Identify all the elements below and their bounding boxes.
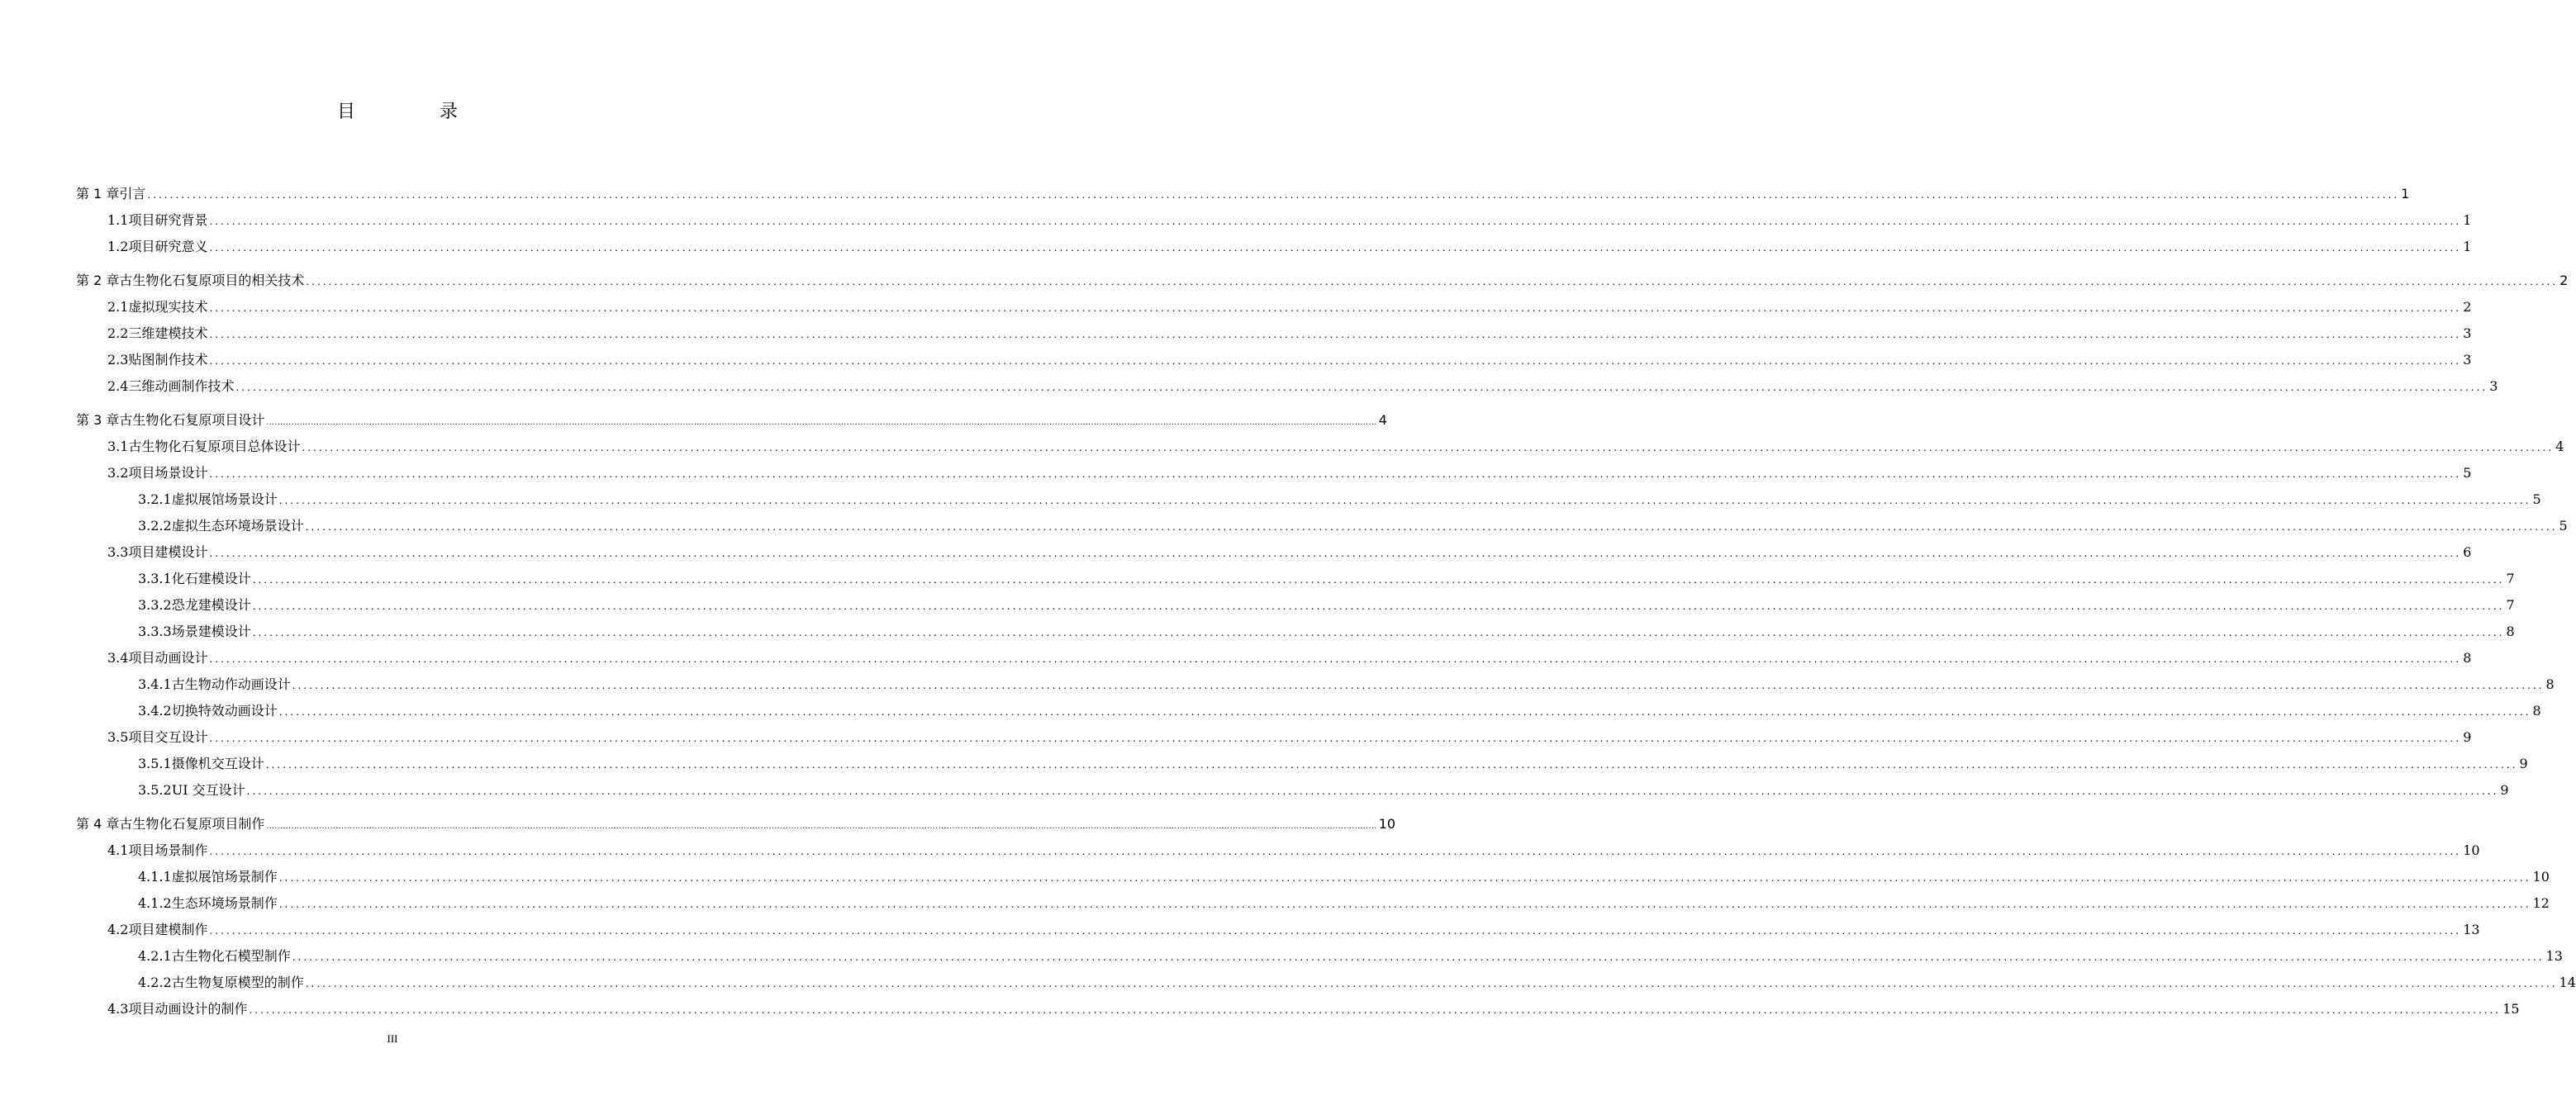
toc-entry-number: 3.1 [107,439,129,454]
toc-entry-number: 3.3.1 [138,571,172,586]
toc-dot-leader: ................................................................................................................................................................................................................................................................................................................................................................................................................ [266,823,1377,831]
toc-entry-title: 切换特效动画设计 [171,703,278,719]
toc-dot-leader: ................................................................................................................................................................................................................................................................................................................................................................................................................ [305,521,2558,533]
toc-section-entry[interactable] [107,838,2480,863]
toc-dot-leader: ................................................................................................................................................................................................................................................................................................................................................................................................................ [209,548,2462,559]
toc-entry-title: UI 交互设计 [171,782,245,798]
toc-entry-page: 10 [2532,869,2550,885]
toc-dot-leader: ................................................................................................................................................................................................................................................................................................................................................................................................................ [209,846,2462,857]
toc-entry-page: 5 [2463,465,2472,481]
toc-dot-leader: ................................................................................................................................................................................................................................................................................................................................................................................................................ [209,733,2462,744]
toc-entry-number: 3.5.1 [138,756,172,771]
toc-dot-leader: ................................................................................................................................................................................................................................................................................................................................................................................................................ [209,216,2462,227]
toc-section-entry[interactable] [138,593,2515,618]
toc-section-entry[interactable] [107,725,2472,750]
toc-dot-leader: ................................................................................................................................................................................................................................................................................................................................................................................................................ [266,419,1377,427]
toc-entry-title: 化石建模设计 [171,571,251,586]
toc-dot-leader: ................................................................................................................................................................................................................................................................................................................................................................................................................ [305,978,2558,989]
toc-section-entry[interactable] [107,646,2472,671]
toc-section-entry[interactable] [138,970,2576,995]
toc-entry-number: 3.4.1 [138,676,172,692]
toc-entry-page: 12 [2532,895,2550,911]
toc-dot-leader: ................................................................................................................................................................................................................................................................................................................................................................................................................ [249,1004,2502,1016]
toc-dot-leader: ................................................................................................................................................................................................................................................................................................................................................................................................................ [209,242,2462,254]
toc-entry-page: 14 [2559,975,2576,990]
toc-entry-title: 古生物动作动画设计 [171,676,291,692]
toc-entry-page: 2 [2559,273,2569,288]
toc-dot-leader: ................................................................................................................................................................................................................................................................................................................................................................................................................ [252,627,2505,638]
toc-entry-title: 项目交互设计 [128,729,208,745]
toc-entry-title: 项目动画设计 [128,650,208,666]
toc-entry-title: 古生物化石复原项目总体设计 [128,439,301,454]
toc-dot-leader: ................................................................................................................................................................................................................................................................................................................................................................................................................ [302,442,2555,453]
toc-section-entry[interactable] [107,918,2480,942]
toc-entry-number: 第 4 章 [76,816,120,832]
toc-entry-number: 4.1.1 [138,869,172,885]
toc-chapter-entry[interactable] [76,182,2410,206]
toc-entry-page: 1 [2401,186,2410,202]
toc-dot-leader: ................................................................................................................................................................................................................................................................................................................................................................................................................ [235,382,2488,393]
toc-entry-number: 3.5.2 [138,782,172,798]
toc-dot-leader: ................................................................................................................................................................................................................................................................................................................................................................................................................ [306,276,2559,287]
toc-entry-title: 三维动画制作技术 [128,378,235,394]
toc-entry-title: 古生物化石模型制作 [171,948,291,964]
toc-entry-page: 10 [2463,842,2480,858]
toc-entry-title: 项目动画设计的制作 [128,1001,248,1017]
toc-entry-number: 3.2.2 [138,518,172,534]
toc-dot-leader: ................................................................................................................................................................................................................................................................................................................................................................................................................ [292,951,2545,963]
toc-dot-leader: ................................................................................................................................................................................................................................................................................................................................................................................................................ [252,574,2505,586]
toc-entry-title: 摄像机交互设计 [171,756,264,771]
toc-entry-number: 3.3 [107,544,129,560]
toc-entry-number: 3.4.2 [138,703,172,719]
toc-entry-page: 13 [2545,948,2563,964]
toc-entry-title: 项目研究背景 [128,212,208,228]
toc-entry-page: 10 [1378,816,1396,832]
toc-entry-number: 4.2.2 [138,975,172,990]
toc-entry-page: 9 [2500,782,2509,798]
toc-entry-title: 古生物化石复原项目设计 [119,412,265,428]
toc-entry-page: 8 [2532,703,2541,719]
toc-entry-title: 恐龙建模设计 [171,597,251,613]
toc-entry-title: 虚拟生态环境场景设计 [171,518,304,534]
toc-entry-number: 1.2 [107,239,129,254]
toc-entry-page: 13 [2463,922,2480,937]
toc-entry-title: 虚拟展馆场景制作 [171,869,278,885]
toc-section-entry[interactable] [107,321,2472,346]
toc-dot-leader: ................................................................................................................................................................................................................................................................................................................................................................................................................ [209,302,2462,314]
toc-entry-page: 6 [2463,544,2472,560]
toc-dot-leader: ................................................................................................................................................................................................................................................................................................................................................................................................................ [209,925,2462,937]
toc-entry-title: 三维建模技术 [128,325,208,341]
toc-section-entry[interactable] [138,944,2563,969]
toc-entry-page: 2 [2463,299,2472,315]
toc-entry-title: 项目场景制作 [128,842,208,858]
toc-section-entry[interactable] [138,778,2509,803]
toc-chapter-entry[interactable] [76,812,1396,837]
toc-entry-page: 5 [2532,491,2541,507]
toc-section-entry[interactable] [138,865,2550,889]
footer-page-number: III [387,1032,398,1045]
toc-entry-title: 项目研究意义 [128,239,208,254]
toc-entry-number: 3.3.3 [138,624,172,639]
toc-entry-number: 4.1.2 [138,895,172,911]
toc-section-entry[interactable] [107,434,2564,459]
toc-entry-page: 8 [2506,624,2515,639]
toc-dot-leader: ................................................................................................................................................................................................................................................................................................................................................................................................................ [246,785,2499,797]
toc-section-entry[interactable] [107,461,2472,486]
toc-section-entry[interactable] [107,295,2472,320]
toc-entry-number: 3.4 [107,650,129,666]
toc-entry-page: 1 [2463,239,2472,254]
toc-entry-number: 2.3 [107,352,129,368]
toc-entry-page: 4 [2555,439,2564,454]
toc-dot-leader: ................................................................................................................................................................................................................................................................................................................................................................................................................ [209,653,2462,665]
toc-dot-leader: ................................................................................................................................................................................................................................................................................................................................................................................................................ [278,872,2531,884]
toc-dot-leader: ................................................................................................................................................................................................................................................................................................................................................................................................................ [278,899,2531,910]
toc-entry-page: 8 [2463,650,2472,666]
toc-entry-title: 引言 [119,186,146,202]
page-title: 目 录 [336,102,491,122]
toc-section-entry[interactable] [138,752,2528,776]
toc-entry-title: 生态环境场景制作 [171,895,278,911]
toc-entry-page: 7 [2506,597,2515,613]
toc-section-entry[interactable] [138,699,2541,723]
toc-entry-number: 3.3.2 [138,597,172,613]
toc-section-entry[interactable] [138,619,2515,644]
toc-entry-title: 虚拟现实技术 [128,299,208,315]
toc-entry-number: 4.2.1 [138,948,172,964]
toc-entry-title: 项目建模设计 [128,544,208,560]
toc-dot-leader: ................................................................................................................................................................................................................................................................................................................................................................................................................ [292,680,2545,691]
toc-section-entry[interactable] [107,348,2472,372]
toc-entry-title: 项目建模制作 [128,922,208,937]
toc-entry-page: 15 [2502,1001,2520,1017]
toc-section-entry[interactable] [138,567,2515,591]
toc-entry-page: 3 [2489,378,2498,394]
toc-dot-leader: ................................................................................................................................................................................................................................................................................................................................................................................................................ [252,600,2505,612]
toc-dot-leader: ................................................................................................................................................................................................................................................................................................................................................................................................................ [265,759,2518,771]
toc-entry-number: 第 1 章 [76,186,120,202]
toc-entry-title: 古生物复原模型的制作 [171,975,304,990]
toc-dot-leader: ................................................................................................................................................................................................................................................................................................................................................................................................................ [278,706,2531,718]
toc-entry-number: 2.4 [107,378,129,394]
toc-entry-number: 3.2 [107,465,129,481]
toc-entry-number: 3.2.1 [138,491,172,507]
toc-entry-number: 3.5 [107,729,129,745]
toc-entry-page: 1 [2463,212,2472,228]
toc-entry-title: 虚拟展馆场景设计 [171,491,278,507]
toc-entry-number: 2.2 [107,325,129,341]
toc-dot-leader: ................................................................................................................................................................................................................................................................................................................................................................................................................ [209,468,2462,480]
toc-entry-number: 4.1 [107,842,129,858]
toc-entry-number: 1.1 [107,212,129,228]
toc-chapter-entry[interactable] [76,408,1387,433]
toc-entry-number: 第 3 章 [76,412,120,428]
toc-entry-page: 9 [2519,756,2528,771]
toc-section-entry[interactable] [107,540,2472,565]
toc-entry-title: 古生物化石复原项目的相关技术 [119,273,305,288]
toc-section-entry[interactable] [107,997,2520,1022]
toc-entry-title: 贴图制作技术 [128,352,208,368]
toc-section-entry[interactable] [138,891,2550,916]
toc-dot-leader: ................................................................................................................................................................................................................................................................................................................................................................................................................ [147,189,2400,201]
toc-entry-page: 5 [2559,518,2568,534]
toc-entry-title: 项目场景设计 [128,465,208,481]
toc-entry-page: 9 [2463,729,2472,745]
toc-entry-number: 4.3 [107,1001,129,1017]
toc-entry-page: 3 [2463,352,2472,368]
toc-entry-page: 7 [2506,571,2515,586]
toc-entry-number: 2.1 [107,299,129,315]
toc-section-entry[interactable] [138,487,2541,512]
toc-section-entry[interactable] [107,208,2472,233]
toc-chapter-entry[interactable] [76,268,2569,293]
toc-section-entry[interactable] [138,672,2555,697]
toc-entry-title: 古生物化石复原项目制作 [119,816,265,832]
toc-dot-leader: ................................................................................................................................................................................................................................................................................................................................................................................................................ [209,329,2462,340]
toc-entry-page: 3 [2463,325,2472,341]
toc-entry-number: 第 2 章 [76,273,120,288]
toc-entry-page: 8 [2545,676,2555,692]
toc-section-entry[interactable] [138,514,2568,538]
toc-dot-leader: ................................................................................................................................................................................................................................................................................................................................................................................................................ [209,355,2462,367]
toc-dot-leader: ................................................................................................................................................................................................................................................................................................................................................................................................................ [278,495,2531,506]
toc-section-entry[interactable] [107,235,2472,259]
toc-entry-number: 4.2 [107,922,129,937]
toc-entry-page: 4 [1378,412,1387,428]
toc-section-entry[interactable] [107,374,2498,399]
toc-entry-title: 场景建模设计 [171,624,251,639]
